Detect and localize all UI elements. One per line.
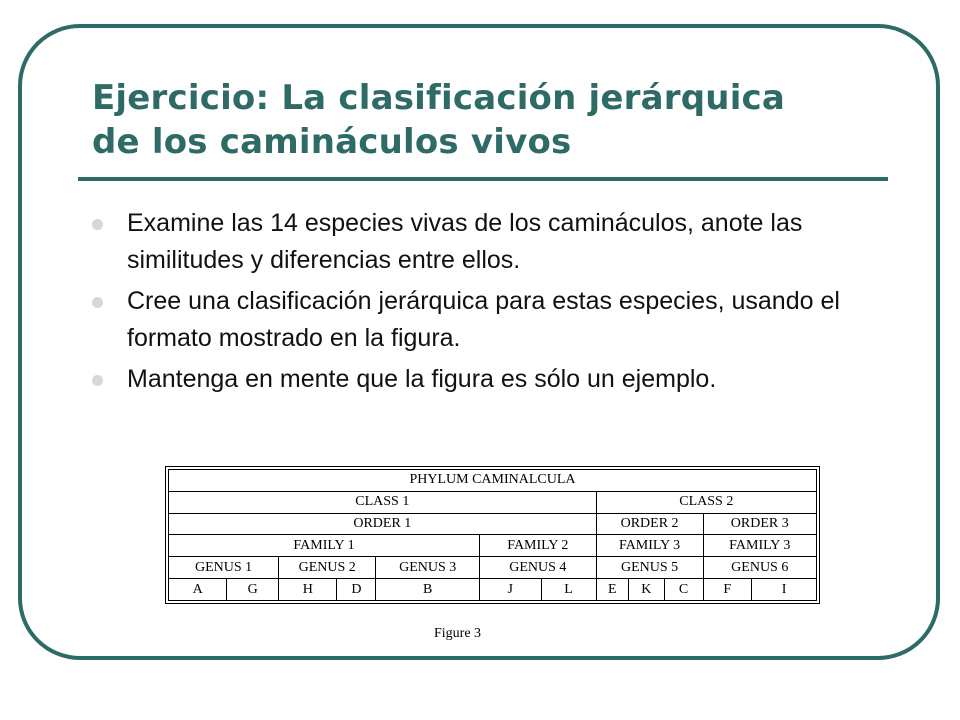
species-cell: L xyxy=(541,579,596,601)
species-cell: K xyxy=(629,579,665,601)
species-cell: F xyxy=(703,579,752,601)
bullet-item xyxy=(90,283,850,357)
class-cell: CLASS 2 xyxy=(596,491,816,513)
genus-cell: GENUS 5 xyxy=(596,557,703,579)
species-row xyxy=(169,579,817,601)
slide-title xyxy=(92,76,892,164)
order-cell: ORDER 3 xyxy=(703,513,816,535)
species-cell: I xyxy=(752,579,817,601)
title-divider xyxy=(78,177,888,181)
bullet-item xyxy=(90,205,850,279)
family-cell: FAMILY 3 xyxy=(596,535,703,557)
genus-cell: GENUS 6 xyxy=(703,557,816,579)
classification-figure xyxy=(165,466,820,604)
bullet-dot-icon xyxy=(92,297,103,308)
title-line-2: de los camináculos vivos xyxy=(92,122,572,162)
genus-cell: GENUS 3 xyxy=(376,557,480,579)
bullet-text: Mantenga en mente que la figura es sólo un ejemplo. xyxy=(127,365,717,393)
genus-cell: GENUS 2 xyxy=(279,557,376,579)
bullet-dot-icon xyxy=(92,375,103,386)
species-cell: D xyxy=(337,579,376,601)
genus-row xyxy=(169,557,817,579)
class-cell: CLASS 1 xyxy=(169,491,597,513)
species-cell: C xyxy=(664,579,703,601)
title-line-1: Ejercicio: La clasificación jerárquica xyxy=(92,78,786,118)
bullet-text: Examine las 14 especies vivas de los camináculos, anote las similitudes y diferencias entre ellos. xyxy=(127,209,803,274)
family-cell: FAMILY 3 xyxy=(703,535,816,557)
species-cell: H xyxy=(279,579,337,601)
classification-table xyxy=(168,469,817,601)
family-row xyxy=(169,535,817,557)
bullet-item xyxy=(90,361,850,398)
order-cell: ORDER 2 xyxy=(596,513,703,535)
phylum-row xyxy=(169,470,817,492)
genus-cell: GENUS 1 xyxy=(169,557,279,579)
bullet-list xyxy=(90,205,850,402)
species-cell: B xyxy=(376,579,480,601)
species-cell: J xyxy=(480,579,542,601)
genus-cell: GENUS 4 xyxy=(480,557,597,579)
species-cell: E xyxy=(596,579,628,601)
bullet-dot-icon xyxy=(92,219,103,230)
phylum-cell: PHYLUM CAMINALCULA xyxy=(169,470,817,492)
order-row xyxy=(169,513,817,535)
family-cell: FAMILY 2 xyxy=(480,535,597,557)
class-row xyxy=(169,491,817,513)
figure-caption: Figure 3 xyxy=(434,626,482,641)
order-cell: ORDER 1 xyxy=(169,513,597,535)
species-cell: A xyxy=(169,579,227,601)
species-cell: G xyxy=(227,579,279,601)
family-cell: FAMILY 1 xyxy=(169,535,480,557)
bullet-text: Cree una clasificación jerárquica para estas especies, usando el formato mostrado en la figura. xyxy=(127,287,840,352)
